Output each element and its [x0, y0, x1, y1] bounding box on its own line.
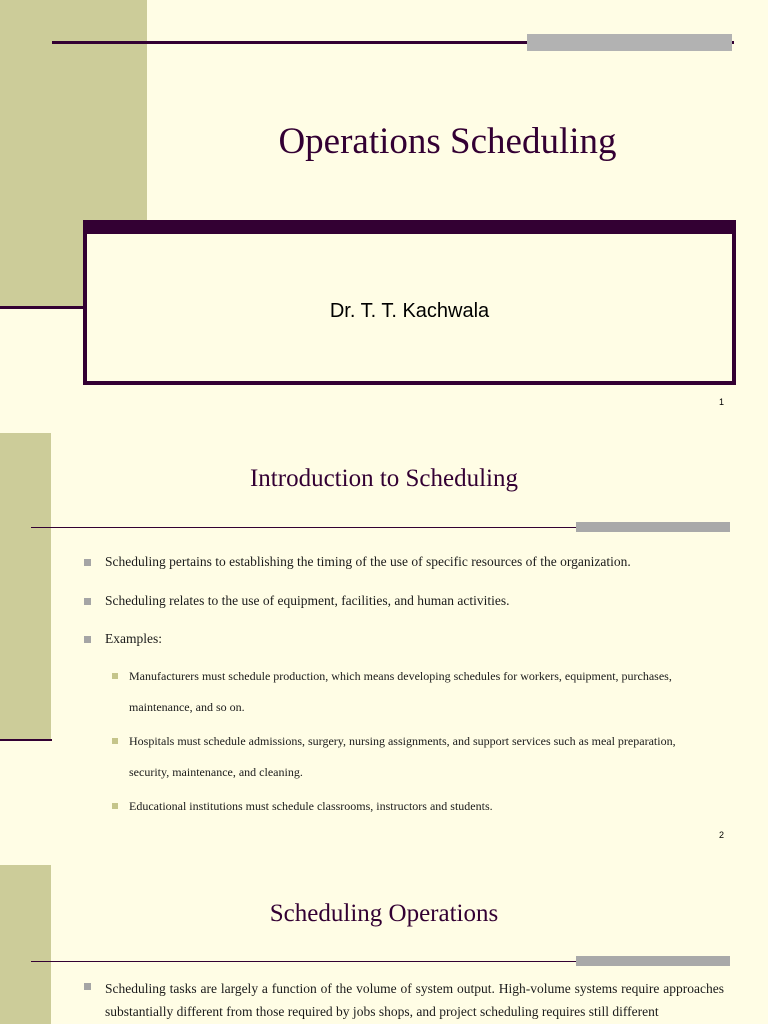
sub-bullet-marker — [112, 738, 118, 744]
bullet-text: Scheduling tasks are largely a function of the volume of system output. High-volume systems require approaches substantially different from those required by jobs shops, and project scheduling requires still different — [105, 981, 724, 1019]
divider-line — [0, 739, 52, 741]
bullet-marker — [84, 598, 91, 605]
slide-title: Scheduling Operations — [269, 900, 499, 927]
sub-bullet-marker — [112, 803, 118, 809]
gray-accent-bar — [527, 34, 732, 51]
author-box — [83, 220, 736, 385]
slide-3 — [0, 865, 768, 1024]
gray-accent-bar — [576, 956, 730, 966]
slide-title: Introduction to Scheduling — [249, 465, 519, 492]
bullet-marker — [84, 559, 91, 566]
bullet-text: Scheduling pertains to establishing the timing of the use of specific resources of the organization. — [105, 554, 631, 569]
page-number: 1 — [718, 397, 724, 407]
sub-bullet-text: Manufacturers must schedule production, which means developing schedules for workers, equipment, purchases, maintenance, and so on. — [129, 669, 672, 714]
slide-title: Operations Scheduling — [278, 121, 617, 162]
sub-bullet-text: Educational institutions must schedule classrooms, instructors and students. — [129, 799, 493, 813]
divider-line — [0, 306, 84, 309]
gray-accent-bar — [576, 522, 730, 532]
bullet-text: Examples: — [105, 631, 162, 646]
bullet-marker — [84, 636, 91, 643]
bullet-text: Scheduling relates to the use of equipment, facilities, and human activities. — [105, 593, 510, 608]
sub-bullet-marker — [112, 673, 118, 679]
slide-1 — [0, 0, 768, 433]
author-name: Dr. T. T. Kachwala — [329, 300, 490, 322]
sub-bullet-text: Hospitals must schedule admissions, surgery, nursing assignments, and support services such as meal preparation, security, maintenance, and cleaning. — [129, 734, 676, 779]
bullet-marker — [84, 983, 91, 990]
page-number: 2 — [718, 830, 724, 840]
slide-2 — [0, 433, 768, 865]
side-panel — [0, 865, 51, 1024]
